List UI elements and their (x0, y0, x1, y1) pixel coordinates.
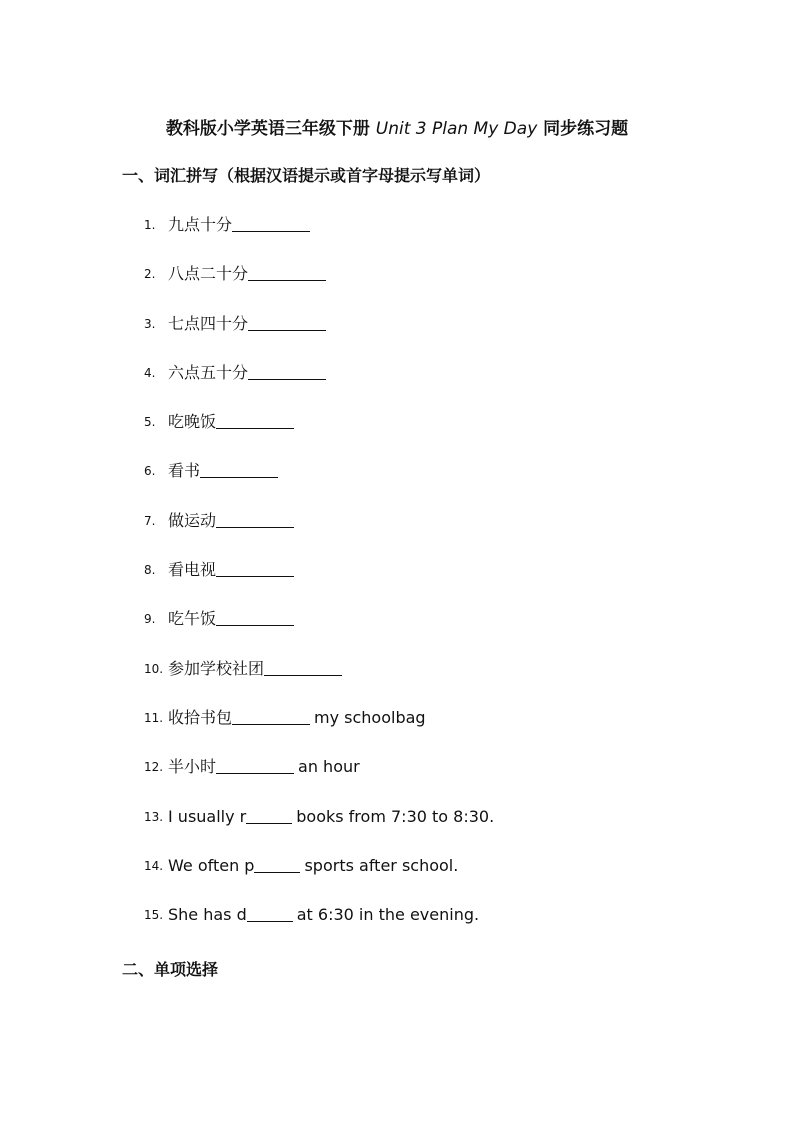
title-unit: Unit 3 Plan My Day (375, 119, 538, 139)
item-continuation: sports after school. (304, 855, 459, 875)
answer-blank[interactable] (254, 852, 300, 873)
title-chinese: 教科版小学英语三年级下册 (165, 119, 370, 139)
item-text (168, 703, 426, 733)
item-number: 2. (144, 267, 156, 282)
list-item (144, 654, 494, 703)
answer-blank[interactable] (216, 408, 294, 429)
title-suffix: 同步练习题 (543, 119, 629, 139)
answer-blank[interactable] (248, 260, 326, 281)
list-item (144, 407, 494, 456)
item-number: 12. (144, 760, 164, 775)
item-prompt: 吃晚饭 (168, 412, 217, 432)
item-text (168, 358, 326, 388)
item-prompt: 七点四十分 (168, 313, 249, 333)
answer-blank[interactable] (216, 753, 294, 774)
item-prompt: 八点二十分 (168, 264, 249, 284)
item-number: 6. (144, 464, 156, 479)
answer-blank[interactable] (232, 704, 310, 725)
list-item (144, 210, 494, 259)
item-text (168, 900, 479, 930)
item-number: 8. (144, 563, 156, 578)
answer-blank[interactable] (216, 507, 294, 528)
item-text (168, 802, 494, 832)
item-number: 13. (144, 809, 164, 824)
item-prompt: 半小时 (168, 757, 217, 777)
section-1-heading: 一、词汇拼写（根据汉语提示或首字母提示写单词） (122, 166, 491, 185)
item-continuation: at 6:30 in the evening. (296, 905, 480, 925)
list-item (144, 802, 494, 851)
list-item (144, 752, 494, 801)
item-text (168, 654, 342, 684)
item-number: 11. (144, 710, 164, 725)
list-item (144, 259, 494, 308)
item-text (168, 604, 294, 634)
item-number: 7. (144, 513, 156, 528)
section-2-heading: 二、单项选择 (122, 960, 219, 979)
item-prompt: She has d (168, 905, 247, 925)
page-title (0, 114, 794, 139)
item-number: 4. (144, 365, 156, 380)
item-continuation: books from 7:30 to 8:30. (296, 806, 495, 826)
answer-blank[interactable] (246, 803, 292, 824)
list-item (144, 506, 494, 555)
item-text (168, 210, 310, 240)
item-number: 5. (144, 415, 156, 430)
item-prompt: 看书 (168, 461, 201, 481)
item-prompt: I usually r (168, 806, 247, 826)
item-continuation: my schoolbag (314, 707, 426, 727)
item-continuation: an hour (298, 757, 360, 777)
list-item (144, 555, 494, 604)
item-number: 1. (144, 218, 156, 232)
item-text (168, 752, 360, 782)
answer-blank[interactable] (248, 310, 326, 331)
item-text (168, 506, 294, 536)
item-text (168, 456, 278, 486)
item-number: 10. (144, 661, 164, 676)
item-text (168, 851, 458, 881)
item-number: 9. (144, 612, 156, 627)
item-prompt: 看电视 (168, 560, 217, 580)
item-number: 3. (144, 316, 156, 331)
item-text (168, 407, 294, 437)
item-text (168, 259, 326, 289)
item-number: 15. (144, 908, 164, 923)
answer-blank[interactable] (216, 605, 294, 626)
item-prompt: 九点十分 (168, 215, 233, 234)
item-text (168, 555, 294, 585)
list-item (144, 900, 494, 949)
list-item (144, 456, 494, 505)
list-item (144, 309, 494, 358)
vocabulary-list (144, 210, 494, 949)
list-item (144, 604, 494, 653)
list-item (144, 851, 494, 900)
item-prompt: 六点五十分 (168, 362, 249, 382)
list-item (144, 703, 494, 752)
answer-blank[interactable] (232, 211, 310, 232)
item-text (168, 309, 326, 339)
item-prompt: 做运动 (168, 510, 217, 530)
answer-blank[interactable] (200, 457, 278, 478)
answer-blank[interactable] (247, 901, 293, 922)
item-prompt: 参加学校社团 (168, 658, 265, 678)
answer-blank[interactable] (248, 359, 326, 380)
answer-blank[interactable] (216, 556, 294, 577)
item-prompt: 吃午饭 (168, 609, 217, 629)
list-item (144, 358, 494, 407)
item-prompt: 收拾书包 (168, 707, 233, 727)
item-number: 14. (144, 858, 164, 873)
answer-blank[interactable] (264, 655, 342, 676)
item-prompt: We often p (168, 855, 255, 875)
